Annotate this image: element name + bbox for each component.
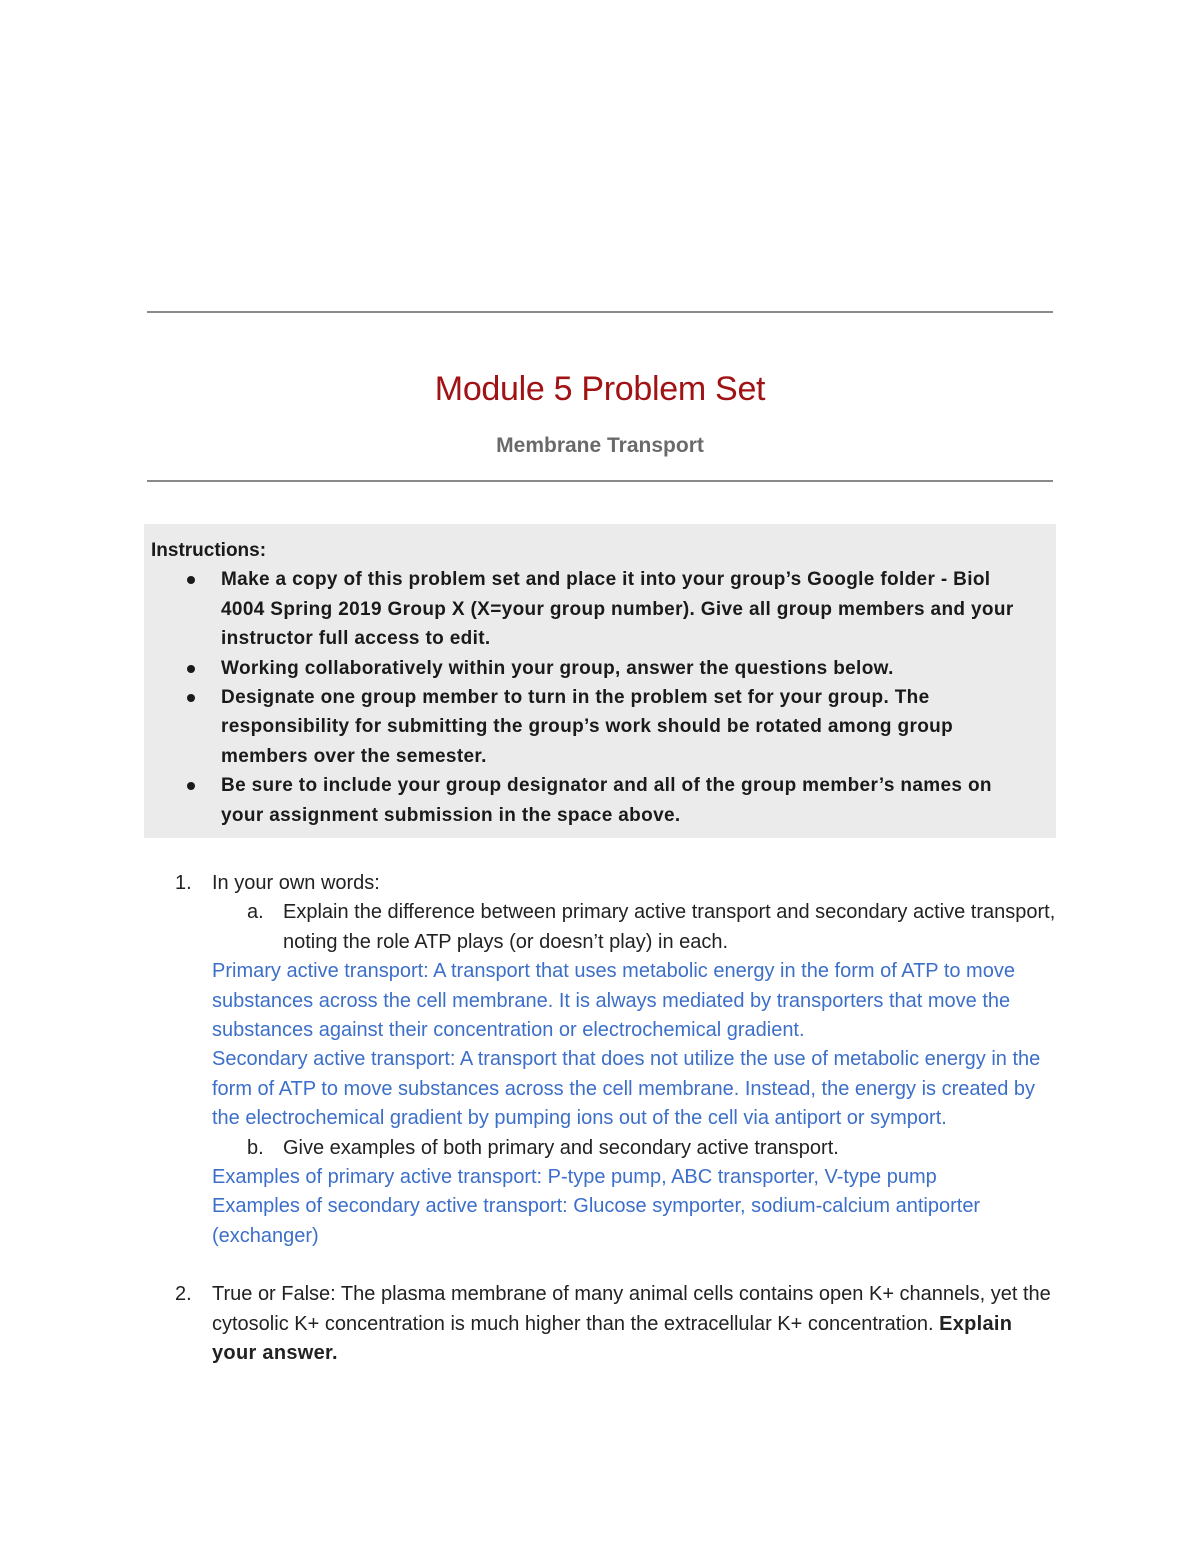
instruction-text: Working collaboratively within your group, answer the questions below. <box>221 657 894 679</box>
instruction-text: Be sure to include your group designator and all of the group member’s names on your assignment submission in the space above. <box>221 775 992 826</box>
bullet-icon <box>187 782 195 790</box>
bottom-divider <box>147 480 1053 482</box>
answer-paragraph[interactable]: Examples of secondary active transport: Glucose symporter, sodium-calcium antiporter (exchanger) <box>212 1195 981 1247</box>
instructions-heading: Instructions: <box>151 540 267 561</box>
question-number: 1. <box>175 872 192 894</box>
top-divider <box>147 311 1053 313</box>
instruction-item <box>221 565 1026 653</box>
answer-paragraph[interactable]: Secondary active transport: A transport that does not utilize the use of metabolic energy in the form of ATP to move substances across the cell membrane. Instead, the energy is created by the electrochemical gradient by pumping ions out of the cell via antiport or symport. <box>212 1048 1041 1130</box>
instruction-item <box>221 654 1026 683</box>
question-emphasis: Explain your answer. <box>212 1312 1013 1365</box>
instruction-text: Make a copy of this problem set and place it into your group’s Google folder - Biol 4004 Spring 2019 Group X (X=your group number). Give all group members and your instructor full access to edit. <box>221 569 1014 650</box>
part-text: Give examples of both primary and secondary active transport. <box>283 1136 839 1159</box>
part-letter: a. <box>247 901 264 924</box>
bullet-icon <box>187 576 195 584</box>
question-2 <box>0 1280 1200 1368</box>
question-text-container <box>212 1280 1062 1368</box>
question-text: In your own words: <box>212 872 380 894</box>
answer-paragraph[interactable]: Examples of primary active transport: P-type pump, ABC transporter, V-type pump <box>212 1166 937 1189</box>
instructions-list <box>151 565 1026 830</box>
instructions-box <box>144 524 1056 838</box>
spacer <box>0 1251 1200 1280</box>
question-1b <box>247 1134 1063 1163</box>
answer-paragraph[interactable]: Primary active transport: A transport that uses metabolic energy in the form of ATP to move substances across the cell membrane. It is always mediated by transporters that move the substances against their concentration or electrochemical gradient. <box>212 960 1015 1042</box>
instruction-text: Designate one group member to turn in the problem set for your group. The responsibility for submitting the group’s work should be rotated among group members over the semester. <box>221 687 954 767</box>
document-title: Module 5 Problem Set <box>434 370 766 408</box>
bullet-icon <box>187 665 195 673</box>
question-text: True or False: The plasma membrane of many animal cells contains open K+ channels, yet the cytosolic K+ concentration is much higher than the extracellular K+ concentration. <box>212 1283 1051 1335</box>
question-1 <box>0 869 1200 898</box>
part-letter: b. <box>247 1136 264 1159</box>
question-number: 2. <box>175 1283 192 1306</box>
bullet-icon <box>187 694 195 702</box>
document-subtitle: Membrane Transport <box>496 434 704 457</box>
question-1a <box>247 898 1063 957</box>
part-text: Explain the difference between primary active transport and secondary active transport, noting the role ATP plays (or doesn’t play) in each. <box>283 901 1056 953</box>
instruction-item <box>221 683 1026 771</box>
instruction-item <box>221 771 1026 830</box>
questions-section <box>0 869 1200 1369</box>
